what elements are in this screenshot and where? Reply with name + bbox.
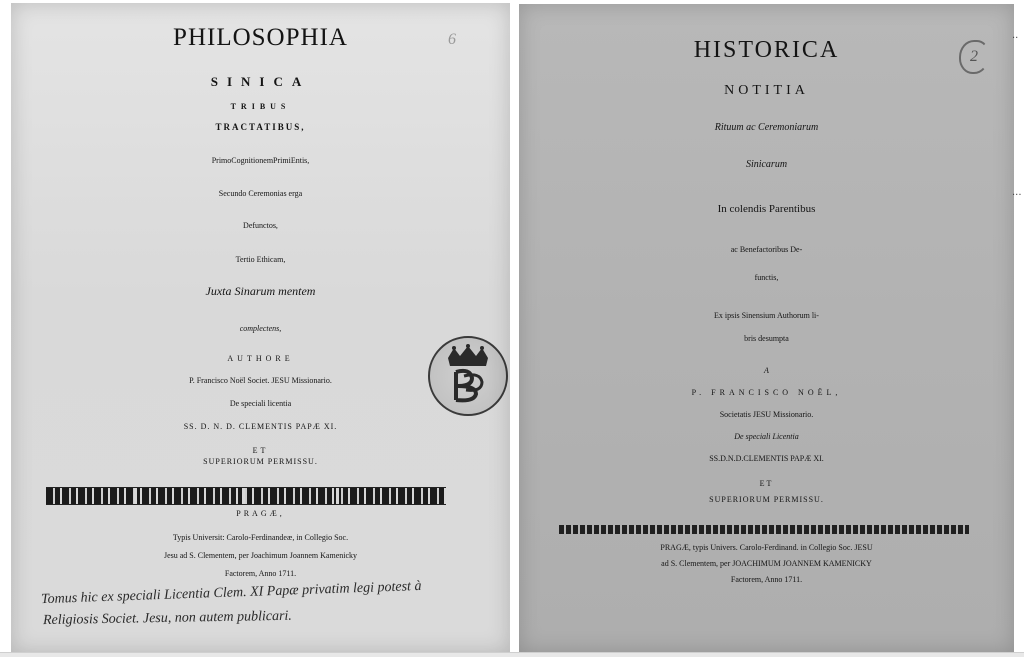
margin-dots-top: ··: [1012, 33, 1019, 44]
right-pencil-mark: 2: [959, 40, 989, 74]
left-author-label: AUTHORE: [227, 354, 294, 363]
right-benefactoribus: ac Benefactoribus De-: [730, 245, 803, 254]
right-subtitle: NOTITIA: [724, 83, 809, 98]
left-tractatibus: TRACTATIBUS,: [215, 122, 306, 132]
left-subtitle: SINICA: [210, 74, 311, 89]
right-title-page: [519, 4, 1014, 652]
left-title-page: [11, 3, 510, 653]
left-printer-1: Typis Universit: Carolo-Ferdinandeæ, in Collegio Soc.: [172, 533, 349, 542]
right-ornament-divider: [559, 525, 969, 534]
viewer-bottom-edge: [0, 652, 1024, 657]
handwritten-note-line-2: Religiosis Societ. Jesu, non autem publicari.: [42, 608, 292, 629]
right-pope: SS.D.N.D.CLEMENTIS PAPÆ XI.: [709, 454, 824, 463]
left-secundo: Secundo Ceremonias erga: [218, 189, 303, 198]
right-sinicarum: Sinicarum: [745, 159, 788, 170]
left-printer-2: Jesu ad S. Clementem, per Joachimum Joannem Kamenicky: [163, 551, 358, 560]
left-et: ET: [252, 446, 269, 455]
library-stamp-icon: [428, 336, 508, 416]
left-superiorum: SUPERIORUM PERMISSU.: [203, 457, 318, 466]
right-author: P. FRANCISCO NOËL,: [691, 388, 842, 397]
left-primo: PrimoCognitionemPrimiEntis,: [211, 156, 310, 165]
right-title: HISTORICA: [693, 37, 840, 63]
left-licence: De speciali licentia: [229, 399, 292, 408]
right-et: ET: [759, 479, 774, 488]
left-tertio: Tertio Ethicam,: [235, 255, 286, 264]
left-place: PRAGÆ,: [236, 509, 285, 518]
right-printer-1: PRAGÆ, typis Univers. Carolo-Ferdinand. in Collegio Soc. JESU: [660, 543, 873, 552]
left-author: P. Francisco Noël Societ. JESU Missionario.: [189, 376, 332, 385]
left-complectens: complectens,: [239, 324, 282, 333]
right-societatis: Societatis JESU Missionario.: [719, 410, 814, 419]
right-ex-ipsis: Ex ipsis Sinensium Authorum li-: [714, 311, 819, 320]
right-bris: bris desumpta: [744, 334, 789, 343]
right-functis: functis,: [754, 273, 779, 282]
left-title: PHILOSOPHIA: [173, 24, 348, 51]
left-tribus: TRIBUS: [230, 102, 291, 111]
left-ornament-divider: [46, 487, 446, 505]
left-juxta: Juxta Sinarum mentem: [205, 284, 316, 298]
right-a: A: [764, 366, 769, 375]
right-colendis: In colendis Parentibus: [717, 203, 816, 215]
right-licence: De speciali Licentia: [734, 432, 799, 441]
right-printer-3: Factorem, Anno 1711.: [730, 575, 803, 584]
right-superiorum: SUPERIORUM PERMISSU.: [709, 495, 824, 504]
right-printer-2: ad S. Clementem, per JOACHIMUM JOANNEM KAMENICKY: [661, 559, 872, 568]
left-printer-3: Factorem, Anno 1711.: [224, 569, 297, 578]
left-pencil-mark: 6: [448, 31, 456, 48]
margin-dots-mid: ···: [1012, 190, 1022, 201]
left-defunctos: Defunctos,: [243, 221, 278, 230]
right-rituum: Rituum ac Ceremoniarum: [714, 122, 819, 133]
left-pope: SS. D. N. D. CLEMENTIS PAPÆ XI.: [183, 422, 338, 431]
handwritten-note-line-1: Tomus hic ex speciali Licentia Clem. XI Papæ privatim legi potest à: [40, 578, 422, 608]
